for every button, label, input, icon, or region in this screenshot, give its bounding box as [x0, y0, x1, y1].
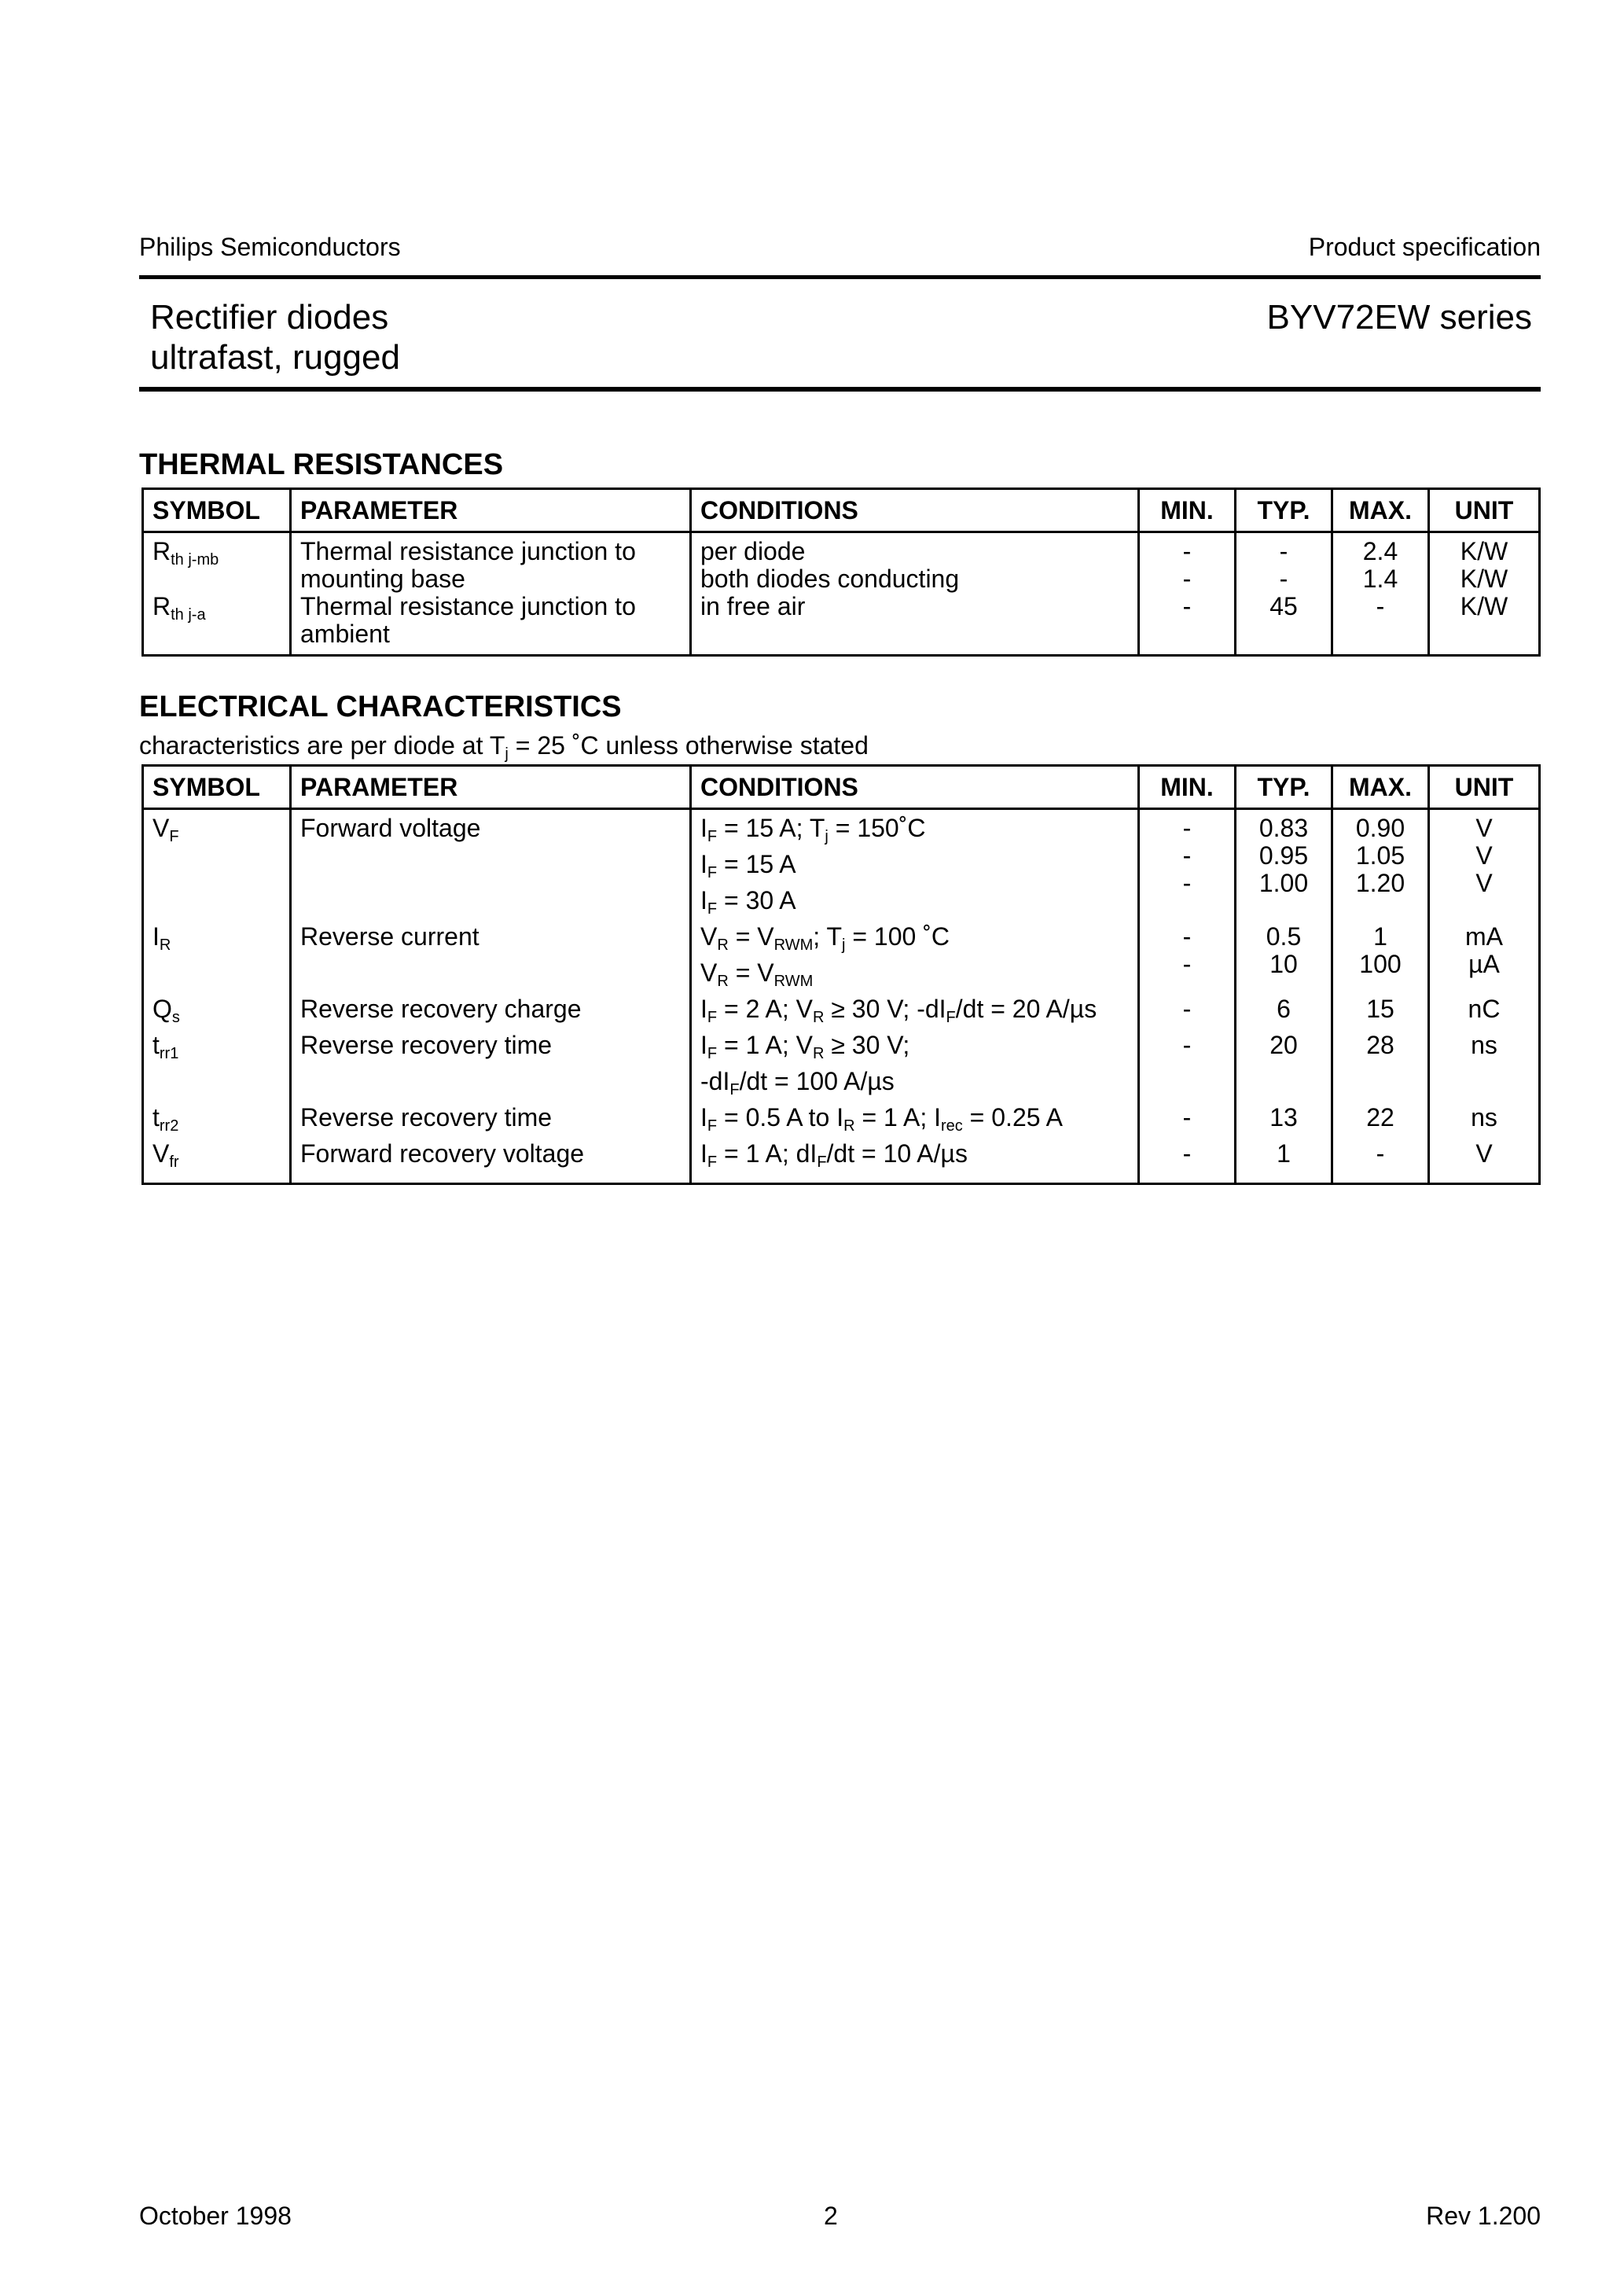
footer-page-number: 2	[824, 2202, 838, 2230]
company-name: Philips Semiconductors	[139, 233, 401, 261]
parameter-cell: Reverse recovery time	[291, 1104, 691, 1140]
symbol-cell	[143, 923, 291, 995]
unit-cell: V V V	[1429, 809, 1540, 924]
typ-cell: 13	[1236, 1104, 1332, 1140]
symbol-qs: $Q_s$	[152, 995, 180, 1026]
table-row	[143, 809, 1540, 924]
symbol-cell	[143, 1032, 291, 1104]
thermal-table	[141, 488, 1541, 657]
typ-cell: 20	[1236, 1032, 1332, 1104]
unit-cell: mA µA	[1429, 923, 1540, 995]
min-cell: -	[1139, 1032, 1236, 1104]
col-parameter: PARAMETER	[291, 766, 691, 809]
col-conditions: CONDITIONS	[691, 766, 1139, 809]
min-cell: -	[1139, 1104, 1236, 1140]
col-typ: TYP.	[1236, 766, 1332, 809]
electrical-note: characteristics are per diode at $T_j = 25$ ˚C unless otherwise stated	[139, 731, 869, 763]
typ-cell: 0.5 10	[1236, 923, 1332, 995]
min-cell: - - -	[1139, 809, 1236, 924]
symbol-cell	[143, 1140, 291, 1184]
conditions-cell: in free air	[691, 593, 1139, 656]
unit-cell: ns	[1429, 1032, 1540, 1104]
typ-cell: 0.83 0.95 1.00	[1236, 809, 1332, 924]
symbol-trr2: $t_{rr2}$	[152, 1103, 179, 1135]
unit-cell: V	[1429, 1140, 1540, 1184]
col-max: MAX.	[1332, 489, 1429, 532]
header-rule-bottom	[139, 387, 1541, 392]
document-type: Product specification	[1308, 233, 1541, 261]
parameter-cell: Thermal resistance junction to mounting base	[291, 532, 691, 594]
unit-cell: K/W	[1429, 593, 1540, 656]
conditions-cell: $I_F = 1$ A; $V_R \ge 30$ V; $-dI_F/dt = 100$ A/µs	[691, 1032, 1139, 1104]
min-cell: -	[1139, 593, 1236, 656]
symbol-ir: $I_R$	[152, 922, 171, 954]
electrical-section-title: ELECTRICAL CHARACTERISTICS	[139, 690, 622, 723]
thermal-section-title: THERMAL RESISTANCES	[139, 448, 504, 481]
col-unit: UNIT	[1429, 489, 1540, 532]
product-name: BYV72EW series	[1266, 298, 1532, 337]
electrical-table	[141, 764, 1541, 1185]
parameter-cell: Forward voltage	[291, 809, 691, 924]
symbol-rth-jmb: $R_{th j-mb}$	[152, 537, 219, 568]
header-rule-top	[139, 275, 1541, 279]
footer-revision: Rev 1.200	[1426, 2202, 1541, 2230]
max-cell: 1 100	[1332, 923, 1429, 995]
typ-cell: - -	[1236, 532, 1332, 594]
table-row	[143, 1104, 1540, 1140]
table-row	[143, 1140, 1540, 1184]
parameter-cell: Reverse recovery charge	[291, 995, 691, 1032]
parameter-cell: Reverse current	[291, 923, 691, 995]
max-cell: 15	[1332, 995, 1429, 1032]
max-cell: 28	[1332, 1032, 1429, 1104]
table-row	[143, 532, 1540, 594]
min-cell: -	[1139, 1140, 1236, 1184]
typ-cell: 1	[1236, 1140, 1332, 1184]
col-min: MIN.	[1139, 489, 1236, 532]
footer-date: October 1998	[139, 2202, 292, 2230]
col-symbol: SYMBOL	[143, 766, 291, 809]
max-cell: 22	[1332, 1104, 1429, 1140]
symbol-cell	[143, 1104, 291, 1140]
parameter-cell: Forward recovery voltage	[291, 1140, 691, 1184]
col-parameter: PARAMETER	[291, 489, 691, 532]
symbol-rth-ja: $R_{th j-a}$	[152, 592, 206, 624]
symbol-cell	[143, 593, 291, 656]
min-cell: -	[1139, 995, 1236, 1032]
conditions-cell: $I_F = 2$ A; $V_R \ge 30$ V; $-dI_F/dt = 20$ A/µs	[691, 995, 1139, 1032]
symbol-cell	[143, 532, 291, 594]
title-line-2: ultrafast, rugged	[150, 338, 400, 377]
table-row	[143, 1032, 1540, 1104]
min-cell: - -	[1139, 532, 1236, 594]
table-row	[143, 593, 1540, 656]
max-cell: 0.90 1.05 1.20	[1332, 809, 1429, 924]
conditions-cell: $I_F = 0.5$ A to $I_R = 1$ A; $I_{rec} = 0.25$ A	[691, 1104, 1139, 1140]
col-symbol: SYMBOL	[143, 489, 291, 532]
unit-cell: ns	[1429, 1104, 1540, 1140]
col-min: MIN.	[1139, 766, 1236, 809]
max-cell: -	[1332, 1140, 1429, 1184]
conditions-cell: $I_F = 1$ A; $dI_F/dt = 10$ A/µs	[691, 1140, 1139, 1184]
conditions-cell: per diode both diodes conducting	[691, 532, 1139, 594]
max-cell: 2.4 1.4	[1332, 532, 1429, 594]
symbol-cell	[143, 809, 291, 924]
typ-cell: 45	[1236, 593, 1332, 656]
col-unit: UNIT	[1429, 766, 1540, 809]
parameter-cell: Thermal resistance junction to ambient	[291, 593, 691, 656]
table-row	[143, 995, 1540, 1032]
document-title	[150, 297, 400, 377]
parameter-cell: Reverse recovery time	[291, 1032, 691, 1104]
col-max: MAX.	[1332, 766, 1429, 809]
unit-cell: nC	[1429, 995, 1540, 1032]
thermal-header-row	[143, 489, 1540, 532]
col-conditions: CONDITIONS	[691, 489, 1139, 532]
col-typ: TYP.	[1236, 489, 1332, 532]
conditions-cell: $V_R = V_{RWM}$; $T_j = 100$ ˚C $V_R = V_{RWM}$	[691, 923, 1139, 995]
symbol-vfr: $V_{fr}$	[152, 1139, 179, 1171]
electrical-header-row	[143, 766, 1540, 809]
typ-cell: 6	[1236, 995, 1332, 1032]
symbol-trr1: $t_{rr1}$	[152, 1031, 179, 1062]
symbol-vf: $V_F$	[152, 814, 179, 845]
conditions-cell: $I_F = 15$ A; $T_j$ = 150˚C $I_F = 15$ A $I_F = 30$ A	[691, 809, 1139, 924]
min-cell: - -	[1139, 923, 1236, 995]
symbol-cell	[143, 995, 291, 1032]
table-row	[143, 923, 1540, 995]
unit-cell: K/W K/W	[1429, 532, 1540, 594]
title-line-1: Rectifier diodes	[150, 298, 389, 337]
max-cell: -	[1332, 593, 1429, 656]
